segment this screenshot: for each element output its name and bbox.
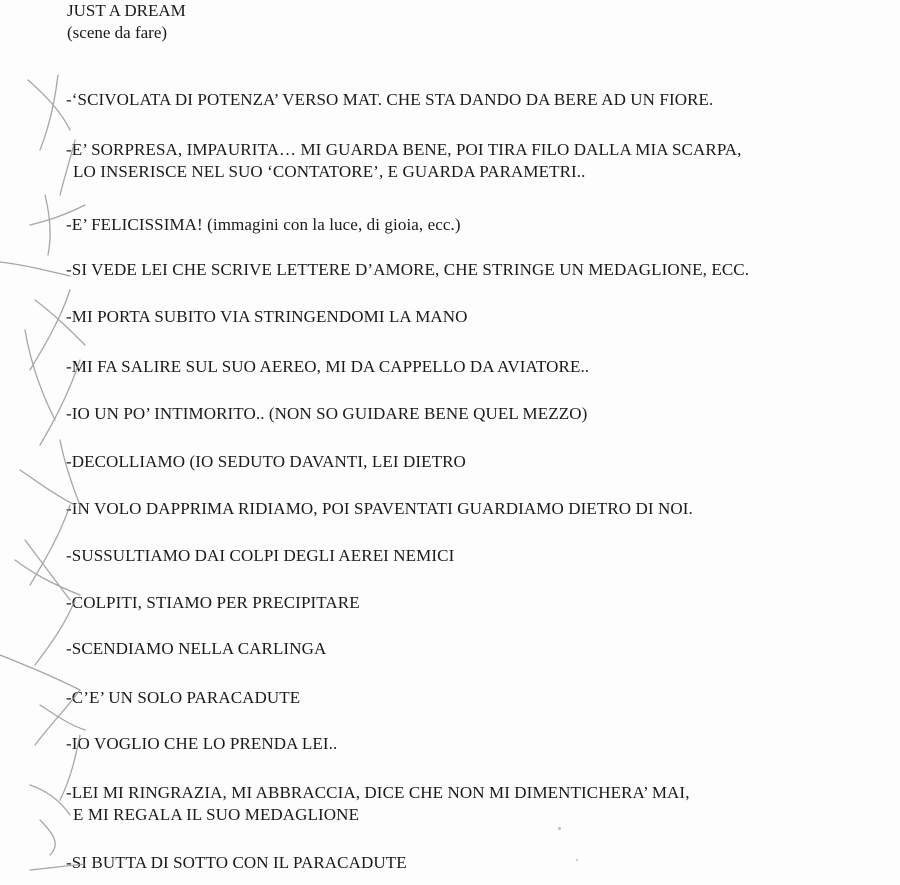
- pencil-stroke: [40, 75, 58, 150]
- scene-text: -MI FA SALIRE SUL SUO AEREO, MI DA CAPPELLO DA AVIATORE..: [66, 357, 590, 376]
- scene-line: [66, 306, 468, 328]
- scene-text: -SI BUTTA DI SOTTO CON IL PARACADUTE: [66, 853, 407, 872]
- scene-text: -SI VEDE LEI CHE SCRIVE LETTERE D’AMORE, CHE STRINGE UN MEDAGLIONE, ECC.: [66, 260, 750, 279]
- pencil-stroke: [0, 655, 80, 690]
- scene-text: -E’ SORPRESA, IMPAURITA… MI GUARDA BENE, POI TIRA FILO DALLA MIA SCARPA,: [66, 140, 742, 159]
- scene-line: [66, 356, 589, 378]
- scene-line: [66, 451, 466, 473]
- pencil-stroke: [25, 540, 70, 600]
- scene-text: -E’ FELICISSIMA! (immagini con la luce, di gioia, ecc.): [66, 215, 461, 234]
- pencil-stroke: [45, 195, 50, 255]
- pencil-stroke: [0, 262, 70, 276]
- scene-line: [66, 403, 587, 425]
- scene-line: [66, 782, 690, 826]
- scene-line: [66, 498, 693, 520]
- scene-line: [66, 214, 461, 236]
- document-title: JUST A DREAM: [67, 1, 186, 20]
- scene-line: [66, 545, 454, 567]
- document-subtitle: (scene da fare): [67, 23, 168, 42]
- scene-text: -‘SCIVOLATA DI POTENZA’ VERSO MAT. CHE STA DANDO DA BERE AD UN FIORE.: [66, 90, 714, 109]
- scene-text: -LEI MI RINGRAZIA, MI ABBRACCIA, DICE CHE NON MI DIMENTICHERA’ MAI,: [66, 783, 690, 802]
- scan-speck: [576, 859, 578, 861]
- scene-text: -MI PORTA SUBITO VIA STRINGENDOMI LA MANO: [66, 307, 468, 326]
- scene-text: -COLPITI, STIAMO PER PRECIPITARE: [66, 593, 360, 612]
- scene-line: [66, 852, 407, 874]
- pencil-stroke: [30, 290, 70, 370]
- scene-text: -IN VOLO DAPPRIMA RIDIAMO, POI SPAVENTATI GUARDIAMO DIETRO DI NOI.: [66, 499, 693, 518]
- pencil-stroke: [30, 505, 70, 585]
- pencil-stroke: [40, 820, 55, 855]
- scene-line: [66, 259, 749, 281]
- scan-speck: [558, 827, 561, 830]
- scene-text-continuation: LO INSERISCE NEL SUO ‘CONTATORE’, E GUARDA PARAMETRI..: [73, 162, 586, 181]
- pencil-stroke: [30, 785, 70, 815]
- scene-text: -IO VOGLIO CHE LO PRENDA LEI..: [66, 734, 338, 753]
- scene-text: -IO UN PO’ INTIMORITO.. (NON SO GUIDARE BENE QUEL MEZZO): [66, 404, 588, 423]
- header-block: [67, 0, 186, 44]
- scene-line: [66, 592, 360, 614]
- scene-line: [66, 687, 300, 709]
- scene-text-continuation: E MI REGALA IL SUO MEDAGLIONE: [73, 805, 360, 824]
- scene-text: -SUSSULTIAMO DAI COLPI DEGLI AEREI NEMICI: [66, 546, 455, 565]
- scene-text: -C’E’ UN SOLO PARACADUTE: [66, 688, 301, 707]
- scene-line: [66, 139, 742, 183]
- scene-text: -DECOLLIAMO (IO SEDUTO DAVANTI, LEI DIETRO: [66, 452, 466, 471]
- scene-line: [66, 89, 713, 111]
- scene-line: [66, 638, 326, 660]
- scene-text: -SCENDIAMO NELLA CARLINGA: [66, 639, 327, 658]
- scene-line: [66, 733, 337, 755]
- pencil-stroke: [28, 80, 70, 130]
- pencil-stroke: [25, 330, 55, 420]
